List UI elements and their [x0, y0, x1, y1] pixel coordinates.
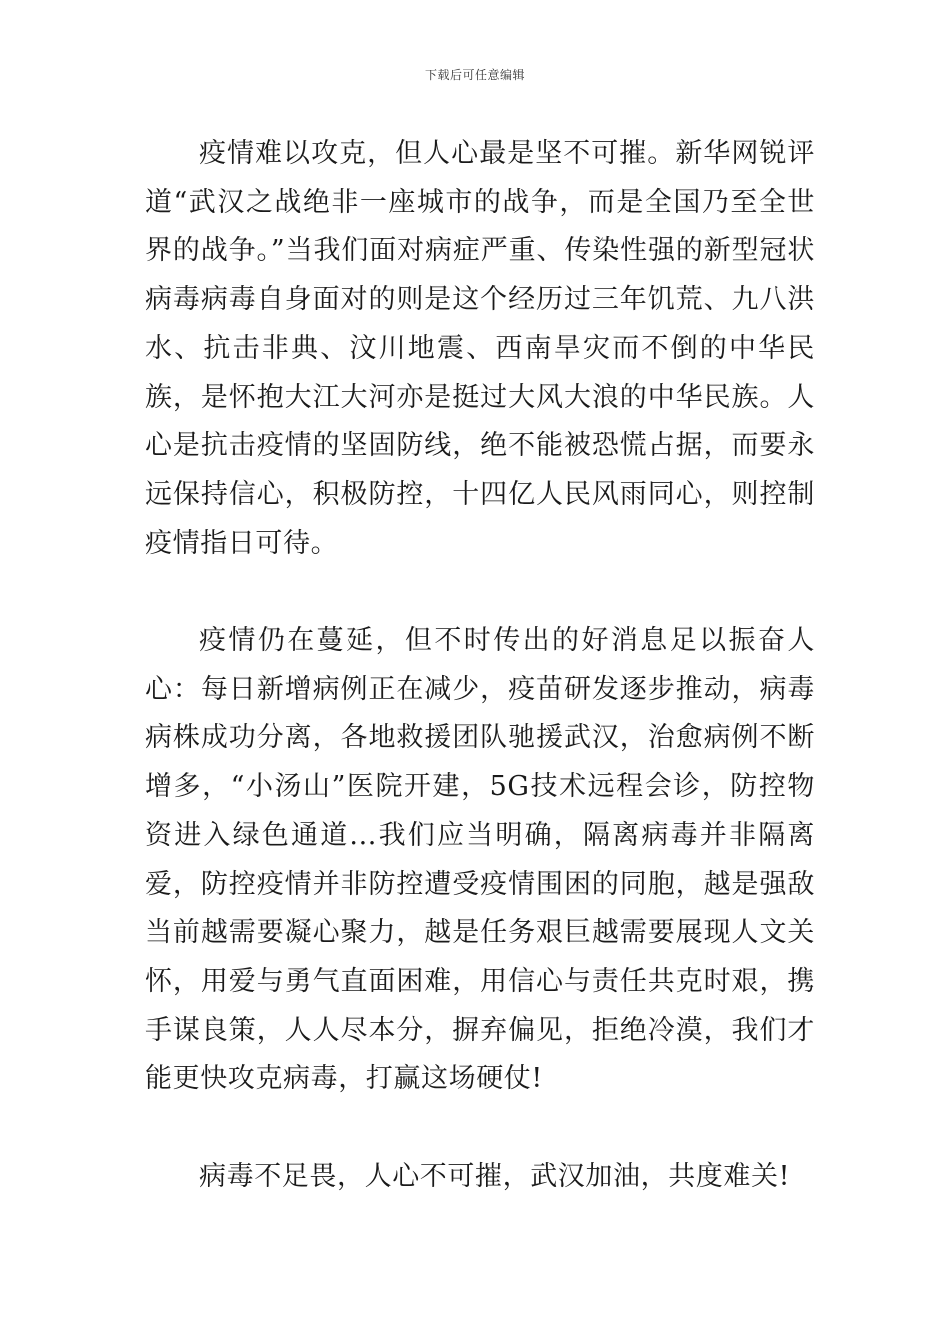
- paragraph-3: 病毒不足畏，人心不可摧，武汉加油，共度难关!: [199, 1160, 791, 1192]
- paragraph-2: 疫情仍在蔓延，但不时传出的好消息足以振奋人心：每日新增病例正在减少，疫苗研发逐步推动，病毒病株成功分离，各地救援团队驰援武汉，治愈病例不断增多，“小汤山”医院开建，5G技术远程会诊，防控物资进入绿色通道...我们应当明确，隔离病毒并非隔离爱，防控疫情并非防控遭受疫情围困的同胞，越是强敌当前越需要凝心聚力，越是任务艰巨越需要展现人文关怀，用爱与勇气直面困难，用信心与责任共克时艰，携手谋良策，人人尽本分，摒弃偏见，拒绝冷漠，我们才能更快攻克病毒，打赢这场硬仗!: [145, 625, 815, 1095]
- document-body: [145, 130, 815, 1201]
- header-note: 下载后可任意编辑: [424, 68, 525, 82]
- paragraph-1: 疫情难以攻克，但人心最是坚不可摧。新华网锐评道“武汉之战绝非一座城市的战争，而是全国乃至全世界的战争。”当我们面对病症严重、传染性强的新型冠状病毒病毒自身面对的则是这个经历过三年饥荒、九八洪水、抗击非典、汶川地震、西南旱灾而不倒的中华民族，是怀抱大江大河亦是挺过大风大浪的中华民族。人心是抗击疫情的坚固防线，绝不能被恐慌占据，而要永远保持信心，积极防控，十四亿人民风雨同心，则控制疫情指日可待。: [145, 138, 815, 559]
